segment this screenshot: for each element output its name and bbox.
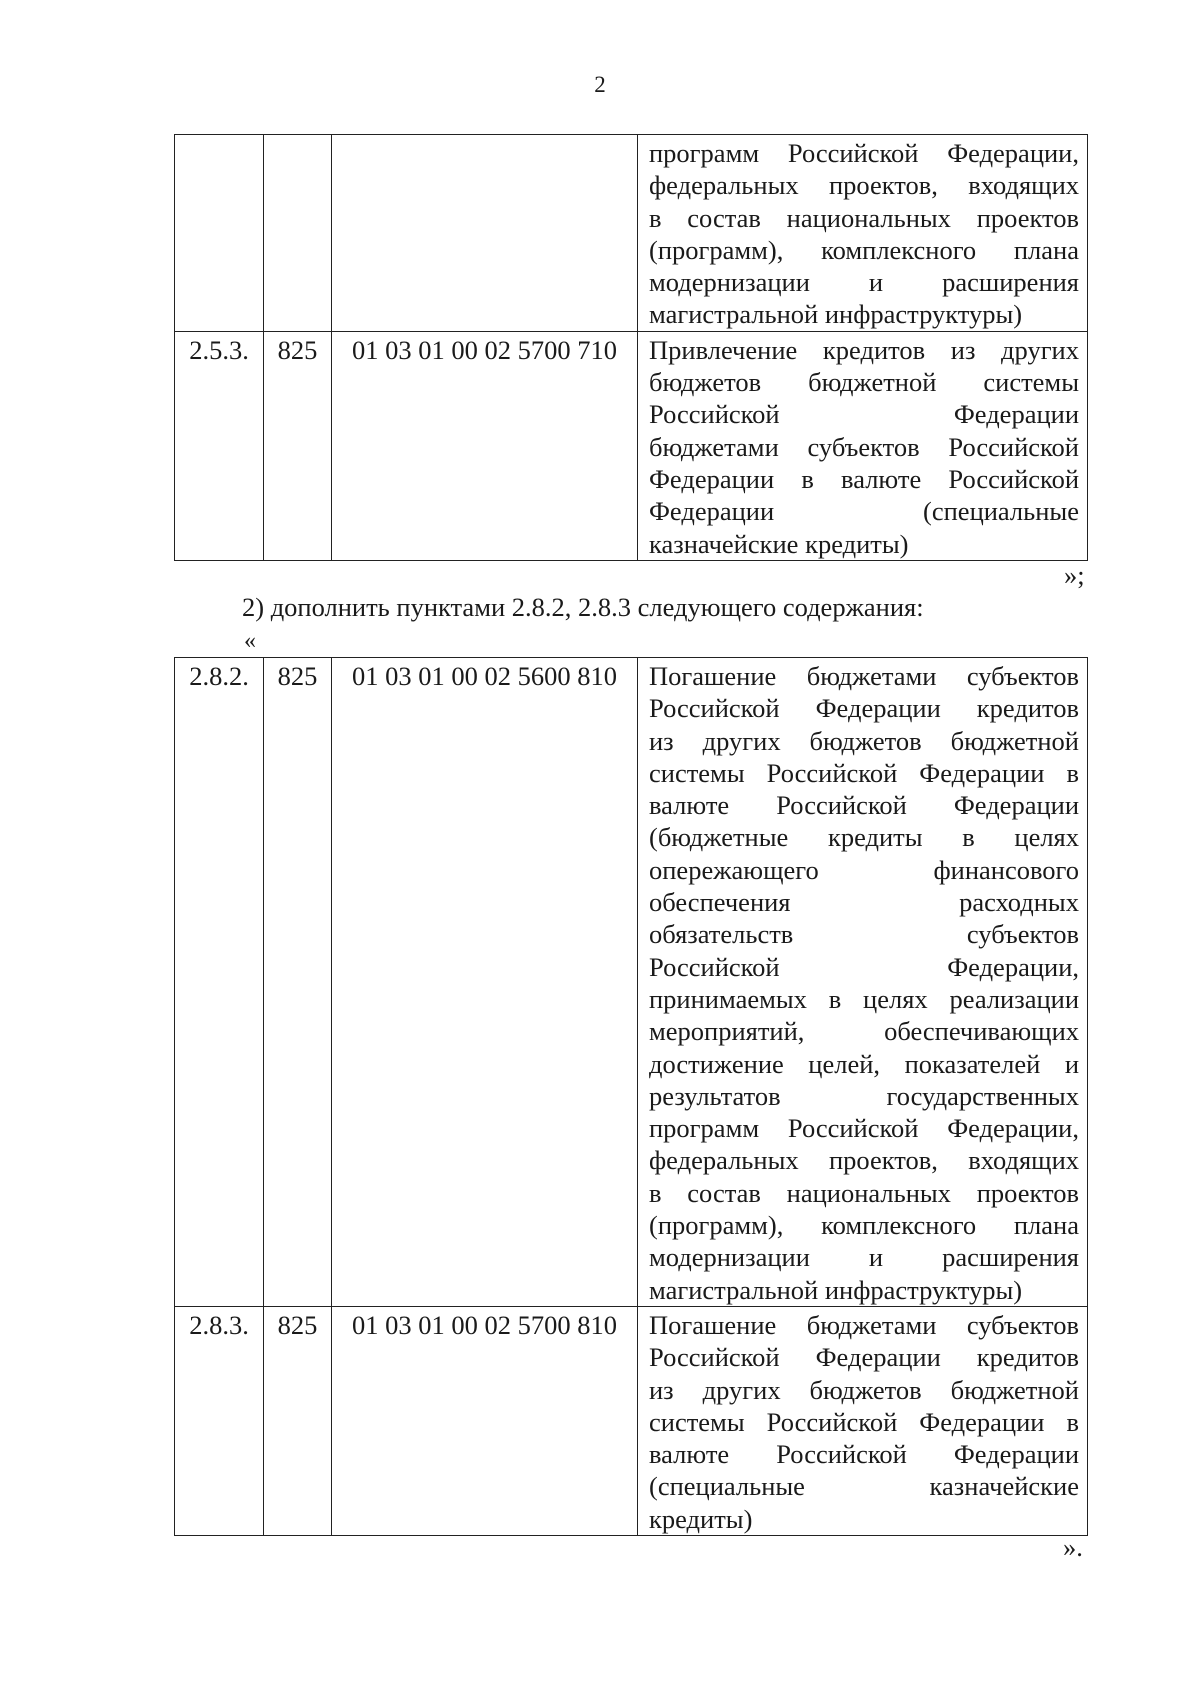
page-number: 2 xyxy=(594,72,606,97)
item-number-cell: 2.8.2. xyxy=(175,658,264,1307)
amendment-table-2 xyxy=(174,657,1088,1536)
description-line: Погашение бюджетами субъектов xyxy=(649,661,1079,691)
description-line: валюте Российской Федерации xyxy=(649,1439,1079,1470)
opening-quote: « xyxy=(244,628,256,654)
description-line: (специальные казначейские xyxy=(649,1471,1079,1502)
description-line: федеральных проектов, входящих xyxy=(649,170,1079,201)
description-line: магистральной инфраструктуры) xyxy=(649,299,1023,330)
admin-code-cell: 825 xyxy=(264,1306,332,1535)
description-line: из других бюджетов бюджетной xyxy=(649,725,1079,756)
description-line: мероприятий, обеспечивающих xyxy=(649,1016,1079,1047)
item-number-cell: 2.5.3. xyxy=(175,331,264,560)
table-row xyxy=(175,658,1088,1307)
description-line: (бюджетные кредиты в целях xyxy=(649,822,1079,853)
budget-classification-code-cell: 01 03 01 00 02 5700 710 xyxy=(332,331,638,560)
description-line: системы Российской Федерации в xyxy=(649,757,1079,788)
admin-code-cell xyxy=(264,135,332,332)
description-line: программ Российской Федерации, xyxy=(649,1113,1079,1144)
description-cell xyxy=(638,135,1088,332)
table-body xyxy=(175,135,1088,561)
description-line: федеральных проектов, входящих xyxy=(649,1145,1079,1176)
description-line: бюджетами субъектов Российской xyxy=(649,431,1079,462)
description-line: системы Российской Федерации в xyxy=(649,1406,1079,1437)
budget-classification-code-cell: 01 03 01 00 02 5700 810 xyxy=(332,1306,638,1535)
admin-code-cell: 825 xyxy=(264,331,332,560)
description-line: результатов государственных xyxy=(649,1080,1079,1111)
description-line: магистральной инфраструктуры) xyxy=(649,1274,1023,1305)
description-line: бюджетов бюджетной системы xyxy=(649,367,1079,398)
description-line: валюте Российской Федерации xyxy=(649,790,1079,821)
description-cell xyxy=(638,1306,1088,1535)
description-line: модернизации и расширения xyxy=(649,267,1079,298)
description-cell xyxy=(638,658,1088,1307)
amendment-paragraph: 2) дополнить пунктами 2.8.2, 2.8.3 следующего содержания: xyxy=(242,592,924,622)
budget-classification-code-cell: 01 03 01 00 02 5600 810 xyxy=(332,658,638,1307)
description-line: Привлечение кредитов из других xyxy=(649,334,1079,365)
description-line: обеспечения расходных xyxy=(649,887,1079,918)
description-line: обязательств субъектов xyxy=(649,919,1079,950)
closing-quote: »; xyxy=(1064,560,1085,590)
admin-code-cell: 825 xyxy=(264,658,332,1307)
description-line: Федерации (специальные xyxy=(649,496,1079,527)
description-line: (программ), комплексного плана xyxy=(649,1210,1079,1241)
description-line: Российской Федерации кредитов xyxy=(649,1342,1079,1373)
description-line: в состав национальных проектов xyxy=(649,202,1079,233)
description-line: программ Российской Федерации, xyxy=(649,138,1079,168)
description-line: кредиты) xyxy=(649,1503,753,1534)
description-line: Российской Федерации xyxy=(649,399,1079,430)
description-line: достижение целей, показателей и xyxy=(649,1048,1079,1079)
budget-classification-code-cell xyxy=(332,135,638,332)
table-row xyxy=(175,1306,1088,1535)
description-line: из других бюджетов бюджетной xyxy=(649,1374,1079,1405)
description-line: казначейские кредиты) xyxy=(649,528,909,559)
item-number-cell xyxy=(175,135,264,332)
table-row xyxy=(175,331,1088,560)
table-body xyxy=(175,658,1088,1536)
description-line: Российской Федерации, xyxy=(649,951,1079,982)
closing-quote: ». xyxy=(1063,1532,1083,1562)
description-line: Федерации в валюте Российской xyxy=(649,463,1079,494)
amendment-table-1 xyxy=(174,134,1088,561)
description-line: в состав национальных проектов xyxy=(649,1177,1079,1208)
table-row xyxy=(175,135,1088,332)
description-cell xyxy=(638,331,1088,560)
description-line: принимаемых в целях реализации xyxy=(649,983,1079,1014)
description-line: (программ), комплексного плана xyxy=(649,234,1079,265)
description-line: Российской Федерации кредитов xyxy=(649,693,1079,724)
description-line: модернизации и расширения xyxy=(649,1242,1079,1273)
description-line: Погашение бюджетами субъектов xyxy=(649,1309,1079,1340)
item-number-cell: 2.8.3. xyxy=(175,1306,264,1535)
description-line: опережающего финансового xyxy=(649,854,1079,885)
